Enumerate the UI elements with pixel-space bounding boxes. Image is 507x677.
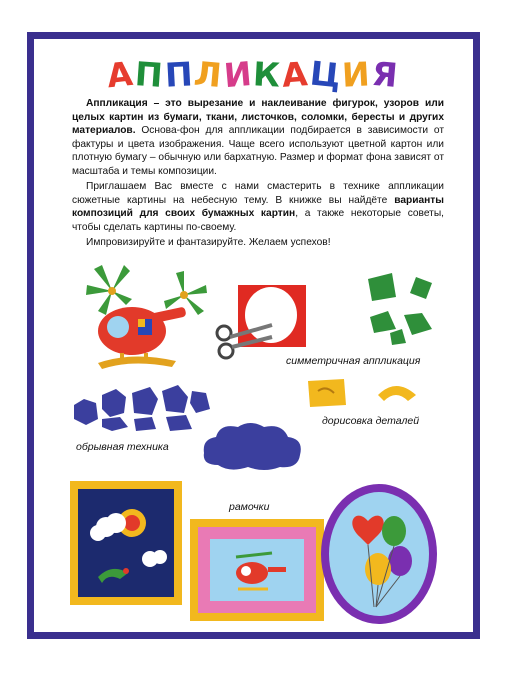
torn-paper-pieces-illustration [72, 383, 212, 433]
green-shapes-illustration [362, 271, 438, 351]
framed-picture-sun [68, 479, 188, 609]
page-frame [27, 32, 480, 639]
intro-lead-rest: Основа-фон для аппликации подбирается в зависимости от фактуры и цвета изображения. Чаще всего используют цветной картон или плотную бумагу – обычную или бархатную. Размер и формат фона зависят от масштаба и темы композиции. [72, 125, 444, 177]
title-letter: К [252, 54, 284, 95]
intro-p3: Импровизируйте и фантазируйте. Желаем успехов! [86, 237, 331, 248]
framed-picture-helicopter [188, 517, 328, 625]
title-letter: Л [192, 53, 226, 96]
torn-cloud-illustration [198, 419, 308, 473]
title-letter: П [163, 54, 196, 95]
caption-details: дорисовка деталей [322, 415, 420, 427]
intro-text [72, 97, 444, 252]
title-letter: А [280, 54, 312, 95]
title-letter: И [341, 54, 374, 95]
caption-symmetric: симметричная аппликация [286, 355, 421, 367]
caption-frames: рамочки [229, 501, 270, 513]
helicopter-illustration [72, 255, 212, 375]
oval-framed-balloons [314, 479, 444, 629]
intro-lead-bold: Аппликация – это вырезание и наклеивание фигурок, узоров или целых картин из бумаги, ткани, листочков, соломки, бересты и других материалов. [72, 98, 444, 136]
title-letter: И [222, 53, 255, 96]
title-letter: Я [370, 53, 402, 96]
intro-p2-bold: варианты композиций для своих бумажных картин [72, 194, 444, 219]
intro-p2-start: Приглашаем Вас вместе с нами смастерить в технике аппликации сюжетные картины на небесную тему. В книжке вы найдёте [72, 181, 444, 206]
detail-pieces-illustration [304, 375, 444, 415]
intro-paragraph-3 [72, 236, 444, 250]
caption-torn: обрывная техника [76, 441, 169, 453]
intro-paragraph-1 [72, 97, 444, 178]
intro-paragraph-2 [72, 180, 444, 234]
title-letter: А [105, 53, 137, 96]
intro-p2-end: , а также некоторые советы, чтобы сделать картины по-своему. [72, 208, 445, 233]
rotor-right-icon [164, 271, 207, 315]
page-title [34, 55, 473, 95]
title-letter: П [133, 54, 166, 95]
title-letter: Ц [307, 53, 345, 96]
